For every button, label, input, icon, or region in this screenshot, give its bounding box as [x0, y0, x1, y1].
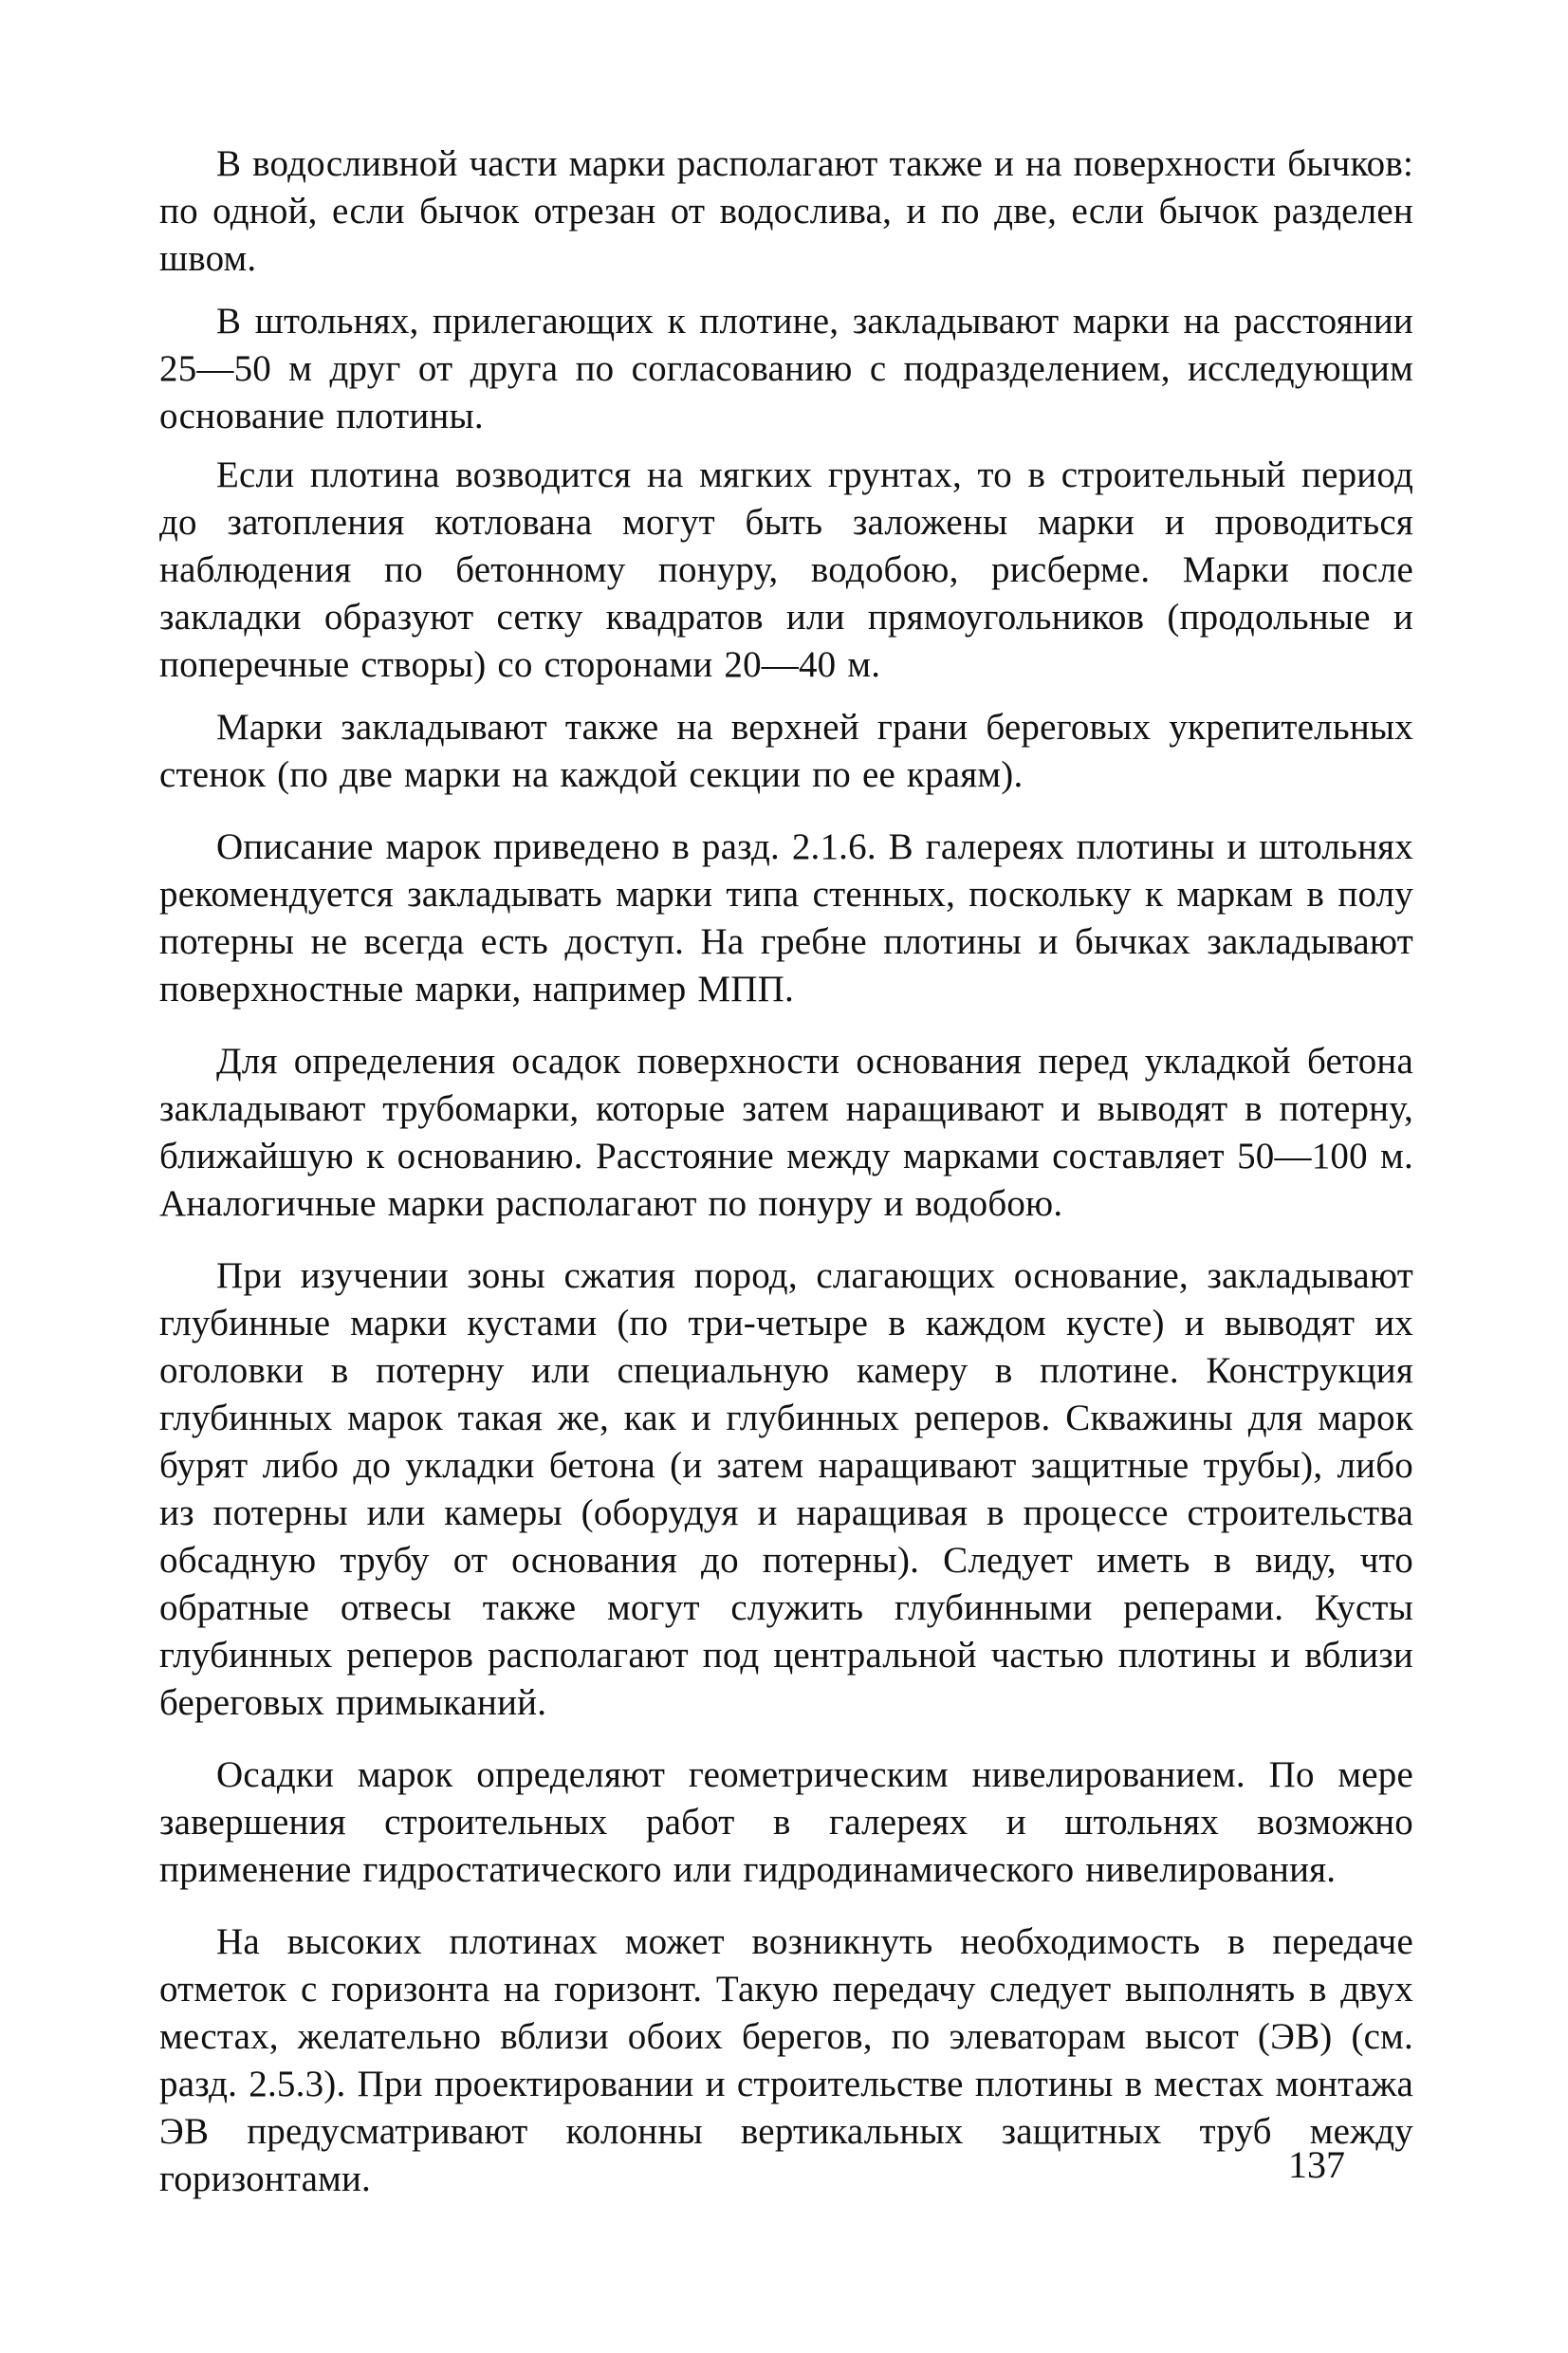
paragraph-9: На высоких плотинах может возникнуть необходимость в передаче отметок с горизонта на горизонт. Такую передачу следует выполнять в двух местах, желательно вблизи обоих берегов, по элеваторам высот (ЭВ) (см. разд. 2.5.3). При проектировании и строительстве плотины в местах монтажа ЭВ предусматривают колонны вертикальных защитных труб между горизонтами.: [159, 1921, 1413, 2199]
paragraph-1: В водосливной части марки располагают также и на поверхности бычков: по одной, если бычок отрезан от водослива, и по две, если бычок разделен швом.: [159, 143, 1413, 279]
paragraph-6: Для определения осадок поверхности основания перед укладкой бетона закладывают трубомарки, которые затем наращивают и выводят в потерну, ближайшую к основанию. Расстояние между марками составляет 50—100 м. Аналогичные марки располагают по понуру и водобою.: [159, 1041, 1413, 1224]
paragraph-5: Описание марок приведено в разд. 2.1.6. В галереях плотины и штольнях рекомендуется закладывать марки типа стенных, поскольку к маркам в полу потерны не всегда есть доступ. На гребне плотины и бычках закладывают поверхностные марки, например МПП.: [159, 826, 1413, 1010]
body-text: [159, 140, 1413, 2228]
paragraph-8: Осадки марок определяют геометрическим нивелированием. По мере завершения строительных работ в галереях и штольнях возможно применение гидростатического или гидродинамического нивелирования.: [159, 1754, 1413, 1890]
paragraph-3: Если плотина возводится на мягких грунтах, то в строительный период до затопления котлована могут быть заложены марки и проводиться наблюдения по бетонному понуру, водобою, рисберме. Марки после закладки образуют сетку квадратов или прямоугольников (продольные и поперечные створы) со сторонами 20—40 м.: [159, 454, 1413, 685]
paragraph-7: При изучении зоны сжатия пород, слагающих основание, закладывают глубинные марки кустами (по три-четыре в каждом кусте) и выводят их оголовки в потерну или специальную камеру в плотине. Конструкция глубинных марок такая же, как и глубинных реперов. Скважины для марок бурят либо до укладки бетона (и затем наращивают защитные трубы), либо из потерны или камеры (оборудуя и наращивая в процессе строительства обсадную трубу от основания до потерны). Следует иметь в виду, что обратные отвесы также могут служить глубинными реперами. Кусты глубинных реперов располагают под центральной частью плотины и вблизи береговых примыканий.: [159, 1255, 1413, 1723]
paragraph-2: В штольнях, прилегающих к плотине, закладывают марки на расстоянии 25—50 м друг от друга по согласованию с подразделением, исследующим основание плотины.: [159, 301, 1413, 436]
page-number: 137: [1288, 2143, 1345, 2186]
paragraph-4: Марки закладывают также на верхней грани береговых укрепительных стенок (по две марки на каждой секции по ее краям).: [159, 707, 1413, 795]
